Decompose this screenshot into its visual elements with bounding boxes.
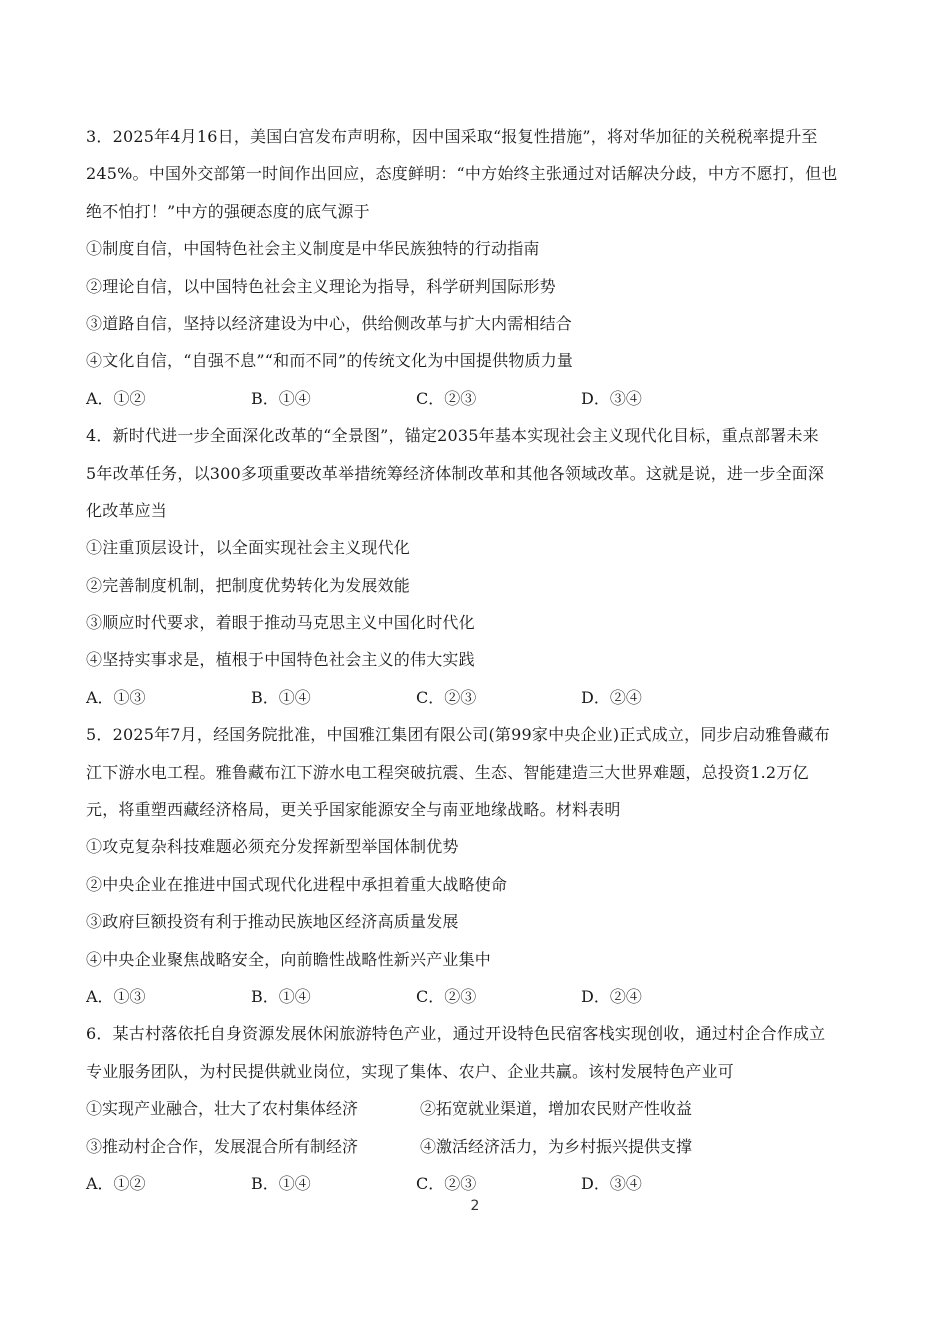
question-6 (86, 1015, 876, 1202)
answer-choice-b: B．①④ (251, 1173, 311, 1193)
option-statement: ④坚持实事求是，植根于中国特色社会主义的伟大实践 (86, 650, 475, 670)
option-statement: ①攻克复杂科技难题必须充分发挥新型举国体制优势 (86, 837, 459, 857)
answer-choice-c: C．②③ (416, 1173, 477, 1193)
question-stem-line: 5年改革任务，以300多项重要改革举措统筹经济体制改革和其他各领域改革。这就是说，进一步全面深 (86, 463, 825, 483)
question-stem-line: 绝不怕打！”中方的强硬态度的底气源于 (86, 201, 370, 221)
question-stem-line: 3．2025年4月16日，美国白宫发布声明称，因中国采取“报复性措施”，将对华加征的关税税率提升至 (86, 127, 818, 146)
exam-page (86, 118, 876, 1202)
answer-choices (86, 978, 876, 1015)
answer-choices (86, 380, 876, 417)
question-stem-line: 化改革应当 (86, 500, 168, 520)
question-4 (86, 417, 876, 716)
answer-choices (86, 679, 876, 716)
question-stem-line: 6．某古村落依托自身资源发展休闲旅游特色产业，通过开设特色民宿客栈实现创收，通过村企合作成立 (86, 1024, 826, 1044)
page-number: 2 (470, 1198, 480, 1214)
option-statement: ④文化自信，“自强不息”“和而不同”的传统文化为中国提供物质力量 (86, 351, 574, 371)
option-statement: ②拓宽就业渠道，增加农民财产性收益 (420, 1099, 693, 1119)
option-statement: ③政府巨额投资有利于推动民族地区经济高质量发展 (86, 912, 459, 932)
question-stem-line: 5．2025年7月，经国务院批准，中国雅江集团有限公司(第99家中央企业)正式成立，同步启动雅鲁藏布 (86, 725, 830, 745)
option-row (86, 1090, 876, 1127)
answer-choice-b: B．①④ (251, 687, 311, 707)
option-statement: ③推动村企合作，发展混合所有制经济 (86, 1136, 359, 1156)
question-stem-line: 江下游水电工程。雅鲁藏布江下游水电工程突破抗震、生态、智能建造三大世界难题，总投资1.2万亿 (86, 762, 809, 782)
option-statement: ①注重顶层设计，以全面实现社会主义现代化 (86, 538, 411, 558)
question-stem-line: 元，将重塑西藏经济格局，更关乎国家能源安全与南亚地缘战略。材料表明 (86, 800, 621, 820)
answer-choice-c: C．②③ (416, 986, 477, 1006)
answer-choice-d: D．③④ (581, 388, 642, 408)
option-statement: ①实现产业融合，壮大了农村集体经济 (86, 1099, 359, 1119)
answer-choice-c: C．②③ (416, 388, 477, 408)
answer-choice-a: A．①③ (86, 986, 146, 1006)
option-statement: ②中央企业在推进中国式现代化进程中承担着重大战略使命 (86, 874, 508, 894)
option-statement: ③顺应时代要求，着眼于推动马克思主义中国化时代化 (86, 613, 475, 633)
answer-choice-c: C．②③ (416, 687, 477, 707)
question-stem-line: 专业服务团队，为村民提供就业岗位，实现了集体、农户、企业共赢。该村发展特色产业可 (86, 1061, 735, 1081)
question-stem-line: 245%。中国外交部第一时间作出回应，态度鲜明：“中方始终主张通过对话解决分歧，中方不愿打，但也 (86, 164, 838, 184)
option-statement: ④激活经济活力，为乡村振兴提供支撑 (420, 1136, 693, 1156)
answer-choice-d: D．②④ (581, 986, 642, 1006)
answer-choice-a: A．①② (86, 388, 146, 408)
question-5 (86, 716, 876, 1015)
option-statement: ①制度自信，中国特色社会主义制度是中华民族独特的行动指南 (86, 239, 540, 259)
question-3 (86, 118, 876, 417)
option-statement: ②理论自信，以中国特色社会主义理论为指导，科学研判国际形势 (86, 276, 556, 296)
answer-choice-b: B．①④ (251, 986, 311, 1006)
answer-choice-b: B．①④ (251, 388, 311, 408)
option-statement: ③道路自信，坚持以经济建设为中心，供给侧改革与扩大内需相结合 (86, 313, 573, 333)
answer-choice-d: D．③④ (581, 1173, 642, 1193)
option-statement: ②完善制度机制，把制度优势转化为发展效能 (86, 575, 411, 595)
answer-choice-d: D．②④ (581, 687, 642, 707)
answer-choices (86, 1165, 876, 1202)
answer-choice-a: A．①② (86, 1173, 146, 1193)
option-row (86, 1128, 876, 1165)
answer-choice-a: A．①③ (86, 687, 146, 707)
option-statement: ④中央企业聚焦战略安全，向前瞻性战略性新兴产业集中 (86, 949, 492, 969)
question-stem-line: 4．新时代进一步全面深化改革的“全景图”，锚定2035年基本实现社会主义现代化目标，重点部署未来 (86, 426, 819, 446)
